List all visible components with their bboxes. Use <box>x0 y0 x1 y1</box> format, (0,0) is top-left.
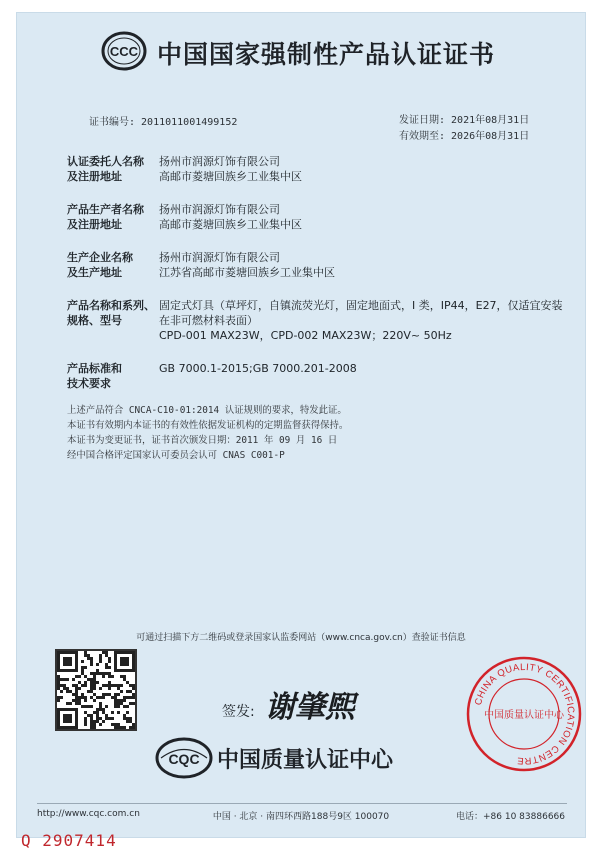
qr-module <box>132 696 135 699</box>
field-label: 及生产地址 <box>67 266 122 279</box>
qr-module <box>123 678 126 681</box>
qr-module <box>78 696 81 699</box>
qr-module <box>129 696 132 699</box>
qr-module <box>129 720 132 723</box>
cqc-logo-text: CQC <box>168 751 200 767</box>
qr-module <box>57 696 60 699</box>
qr-module <box>126 720 129 723</box>
certificate-header <box>17 31 585 81</box>
cqc-block <box>155 737 415 781</box>
statement-line: 本证书为变更证书，证书首次颁发日期：2011 年 09 月 16 日 <box>67 435 338 446</box>
qr-module <box>93 693 96 696</box>
qr-module <box>93 681 96 684</box>
statement-line: 本证书有效期内本证书的有效性依据发证机构的定期监督获得保持。 <box>67 420 349 431</box>
qr-module <box>90 696 93 699</box>
qr-module <box>78 702 81 705</box>
certificate-dates <box>399 113 529 145</box>
qr-module <box>81 669 84 672</box>
qr-module <box>102 672 105 675</box>
qr-module <box>90 726 93 729</box>
qr-module <box>96 720 99 723</box>
qr-finder <box>63 714 72 723</box>
issue-date: 发证日期: 2021年08月31日 <box>399 115 530 126</box>
qr-module <box>96 672 99 675</box>
qr-module <box>105 666 108 669</box>
qr-module <box>93 672 96 675</box>
qr-module <box>102 651 105 654</box>
signature-graphic <box>263 683 403 729</box>
qr-module <box>75 699 78 702</box>
field-applicant <box>67 154 567 184</box>
qr-module <box>75 693 78 696</box>
serial-number: Q 2907414 <box>21 831 117 850</box>
qr-module <box>93 720 96 723</box>
qr-module <box>66 702 69 705</box>
qr-module <box>99 702 102 705</box>
qr-module <box>81 696 84 699</box>
expiry-date: 有效期至: 2026年08月31日 <box>399 131 530 142</box>
qr-module <box>120 726 123 729</box>
qr-module <box>99 717 102 720</box>
qr-module <box>60 678 63 681</box>
qr-module <box>81 660 84 663</box>
qr-module <box>105 684 108 687</box>
field-standard <box>67 361 567 391</box>
qr-module <box>114 693 117 696</box>
qr-module <box>123 714 126 717</box>
field-label: 规格、型号 <box>67 314 122 327</box>
statement-line: 上述产品符合 CNCA-C10-01:2014 认证规则的要求，特发此证。 <box>67 405 347 416</box>
certificate-number: 证书编号: 2011011001499152 <box>89 117 238 128</box>
qr-module <box>117 699 120 702</box>
qr-module <box>90 705 93 708</box>
qr-module <box>108 660 111 663</box>
qr-module <box>81 705 84 708</box>
field-factory <box>67 250 567 280</box>
field-label: 产品名称和系列、 <box>67 299 155 312</box>
footer-website: http://www.cqc.com.cn <box>37 809 140 819</box>
seal-stamp-icon <box>465 655 583 773</box>
qr-module <box>105 663 108 666</box>
qr-module <box>114 702 117 705</box>
qr-module <box>102 684 105 687</box>
qr-module <box>111 711 114 714</box>
qr-module <box>129 702 132 705</box>
qr-module <box>99 654 102 657</box>
certificate-sheet <box>16 12 586 850</box>
qr-module <box>132 702 135 705</box>
qr-module <box>66 678 69 681</box>
field-label: 生产企业名称 <box>67 251 133 264</box>
field-value: CPD-001 MAX23W，CPD-002 MAX23W；220V~ 50Hz <box>159 329 452 342</box>
field-value: GB 7000.1-2015;GB 7000.201-2008 <box>159 362 357 375</box>
qr-module <box>114 723 117 726</box>
qr-module <box>96 681 99 684</box>
field-label: 及注册地址 <box>67 170 122 183</box>
qr-module <box>69 702 72 705</box>
footer-phone: 电话：+86 10 83886666 <box>456 812 565 822</box>
qr-module <box>96 663 99 666</box>
qr-module <box>114 699 117 702</box>
qr-module <box>120 675 123 678</box>
field-label: 认证委托人名称 <box>67 155 144 168</box>
qr-module <box>111 723 114 726</box>
qr-module <box>81 693 84 696</box>
qr-module <box>111 696 114 699</box>
qr-module <box>96 714 99 717</box>
seal-outer-text: CHINA QUALITY CERTIFICATION CENTRE <box>472 661 577 767</box>
cqc-logo-icon <box>155 737 213 779</box>
qr-module <box>90 720 93 723</box>
signature-name: 谢肇煕 <box>265 690 355 725</box>
qr-module <box>129 726 132 729</box>
qr-module <box>87 705 90 708</box>
qr-module <box>90 678 93 681</box>
ccc-logo-icon <box>101 31 147 71</box>
qr-module <box>114 696 117 699</box>
qr-module <box>90 723 93 726</box>
qr-module <box>102 693 105 696</box>
qr-module <box>84 705 87 708</box>
qr-module <box>108 672 111 675</box>
qr-module <box>105 693 108 696</box>
qr-module <box>75 684 78 687</box>
qr-module <box>72 678 75 681</box>
qr-module <box>84 681 87 684</box>
qr-module <box>102 675 105 678</box>
qr-module <box>84 675 87 678</box>
qr-module <box>81 672 84 675</box>
qr-module <box>78 681 81 684</box>
qr-module <box>108 657 111 660</box>
qr-module <box>60 696 63 699</box>
qr-module <box>78 675 81 678</box>
qr-module <box>132 684 135 687</box>
qr-module <box>102 708 105 711</box>
qr-module <box>69 690 72 693</box>
qr-module <box>111 675 114 678</box>
qr-module <box>108 684 111 687</box>
qr-module <box>126 705 129 708</box>
qr-module <box>126 681 129 684</box>
qr-module <box>108 687 111 690</box>
qr-module <box>114 684 117 687</box>
qr-module <box>108 666 111 669</box>
field-product <box>67 298 567 343</box>
qr-module <box>99 672 102 675</box>
qr-module <box>78 699 81 702</box>
qr-module <box>90 714 93 717</box>
field-label: 及注册地址 <box>67 218 122 231</box>
qr-finder <box>120 657 129 666</box>
qr-module <box>117 693 120 696</box>
qr-module <box>102 696 105 699</box>
qr-module <box>75 702 78 705</box>
qr-module <box>90 663 93 666</box>
field-value: 扬州市润源灯饰有限公司 <box>159 155 280 168</box>
qr-module <box>81 684 84 687</box>
qr-module <box>99 687 102 690</box>
qr-module <box>132 687 135 690</box>
qr-module <box>96 711 99 714</box>
qr-module <box>87 678 90 681</box>
qr-module <box>57 687 60 690</box>
certificate-title: 中国国家强制性产品认证证书 <box>157 40 496 69</box>
qr-module <box>126 690 129 693</box>
qr-module <box>84 684 87 687</box>
field-manufacturer <box>67 202 567 232</box>
qr-module <box>123 675 126 678</box>
qr-module <box>66 687 69 690</box>
qr-module <box>84 699 87 702</box>
qr-finder <box>63 657 72 666</box>
qr-module <box>120 690 123 693</box>
qr-module <box>99 708 102 711</box>
qr-module <box>108 675 111 678</box>
qr-module <box>93 699 96 702</box>
qr-module <box>117 684 120 687</box>
qr-module <box>57 681 60 684</box>
qr-module <box>105 672 108 675</box>
qr-module <box>108 681 111 684</box>
signature-label: 签发: <box>222 704 255 720</box>
qr-module <box>93 675 96 678</box>
qr-module <box>93 711 96 714</box>
qr-module <box>114 726 117 729</box>
qr-module <box>63 684 66 687</box>
qr-module <box>84 723 87 726</box>
qr-module <box>96 696 99 699</box>
qr-module <box>84 720 87 723</box>
qr-module <box>108 693 111 696</box>
qr-module <box>123 696 126 699</box>
qr-module <box>117 723 120 726</box>
qr-module <box>99 696 102 699</box>
qr-module <box>99 705 102 708</box>
qr-module <box>66 690 69 693</box>
seal-inner-text: 中国质量认证中心 <box>484 710 564 721</box>
qr-module <box>105 705 108 708</box>
qr-module <box>84 711 87 714</box>
qr-module <box>123 705 126 708</box>
qr-module <box>90 690 93 693</box>
field-label: 技术要求 <box>67 377 111 390</box>
certificate-statements <box>67 403 547 463</box>
qr-module <box>129 684 132 687</box>
qr-module <box>117 702 120 705</box>
qr-code-pattern <box>57 651 135 729</box>
qr-module <box>111 684 114 687</box>
qr-module <box>90 684 93 687</box>
qr-module <box>117 687 120 690</box>
qr-module <box>84 696 87 699</box>
qr-module <box>117 705 120 708</box>
field-label: 产品生产者名称 <box>67 203 144 216</box>
qr-module <box>105 654 108 657</box>
qr-module <box>84 717 87 720</box>
qr-code-icon <box>55 649 137 731</box>
qr-module <box>87 657 90 660</box>
qr-module <box>90 657 93 660</box>
qr-module <box>96 708 99 711</box>
qr-module <box>75 690 78 693</box>
qr-module <box>123 726 126 729</box>
qr-module <box>105 714 108 717</box>
qr-module <box>93 678 96 681</box>
qr-module <box>99 657 102 660</box>
qr-module <box>75 687 78 690</box>
qr-module <box>123 699 126 702</box>
qr-module <box>87 654 90 657</box>
qr-module <box>90 687 93 690</box>
qr-module <box>132 726 135 729</box>
qr-module <box>63 678 66 681</box>
qr-module <box>129 690 132 693</box>
field-value: 高邮市菱塘回族乡工业集中区 <box>159 218 302 231</box>
qr-module <box>105 717 108 720</box>
qr-module <box>60 684 63 687</box>
qr-module <box>90 717 93 720</box>
qr-module <box>132 723 135 726</box>
cqc-title: 中国质量认证中心 <box>217 748 394 773</box>
qr-module <box>93 684 96 687</box>
qr-module <box>123 717 126 720</box>
qr-module <box>63 687 66 690</box>
qr-module <box>57 699 60 702</box>
qr-module <box>120 702 123 705</box>
qr-module <box>72 699 75 702</box>
qr-module <box>84 654 87 657</box>
field-value: 扬州市润源灯饰有限公司 <box>159 251 280 264</box>
qr-module <box>90 681 93 684</box>
qr-module <box>132 693 135 696</box>
qr-module <box>90 660 93 663</box>
qr-module <box>93 723 96 726</box>
qr-module <box>75 696 78 699</box>
qr-module <box>84 666 87 669</box>
qr-module <box>105 651 108 654</box>
statement-line: 经中国合格评定国家认可委员会认可 CNAS C001-P <box>67 450 285 461</box>
qr-module <box>120 699 123 702</box>
qr-module <box>99 660 102 663</box>
qr-module <box>84 651 87 654</box>
qr-module <box>96 717 99 720</box>
qr-module <box>111 717 114 720</box>
footer-address: 中国 · 北京 · 南四环西路188号9区 100070 <box>212 812 390 822</box>
qr-module <box>129 717 132 720</box>
qr-module <box>93 726 96 729</box>
qr-module <box>72 693 75 696</box>
field-value: 高邮市菱塘回族乡工业集中区 <box>159 170 302 183</box>
qr-module <box>81 666 84 669</box>
qr-module <box>120 684 123 687</box>
qr-module <box>93 687 96 690</box>
qr-module <box>102 720 105 723</box>
qr-module <box>57 675 60 678</box>
qr-module <box>96 669 99 672</box>
footer-divider <box>37 803 567 804</box>
qr-module <box>99 723 102 726</box>
qr-module <box>117 726 120 729</box>
field-label: 产品标准和 <box>67 362 122 375</box>
ccc-logo-text: CCC <box>109 44 139 59</box>
qr-module <box>87 714 90 717</box>
field-value: 扬州市润源灯饰有限公司 <box>159 203 280 216</box>
qr-module <box>90 672 93 675</box>
qr-module <box>126 717 129 720</box>
qr-module <box>75 675 78 678</box>
verification-note: 可通过扫描下方二维码或登录国家认监委网站（www.cnca.gov.cn）查验证书信息 <box>136 633 466 643</box>
qr-module <box>126 696 129 699</box>
field-value: 江苏省高邮市菱塘回族乡工业集中区 <box>159 266 335 279</box>
qr-module <box>87 690 90 693</box>
qr-module <box>72 684 75 687</box>
qr-module <box>117 711 120 714</box>
qr-module <box>78 687 81 690</box>
field-value: 固定式灯具（草坪灯，自镇流荧光灯，固定地面式，I 类，IP44，E27，仅适宜安装在非可燃材料表面） <box>159 299 563 327</box>
qr-module <box>126 711 129 714</box>
qr-module <box>114 705 117 708</box>
certificate-fields <box>67 154 567 409</box>
qr-module <box>57 678 60 681</box>
qr-module <box>57 684 60 687</box>
qr-module <box>60 690 63 693</box>
qr-module <box>102 711 105 714</box>
qr-module <box>108 717 111 720</box>
